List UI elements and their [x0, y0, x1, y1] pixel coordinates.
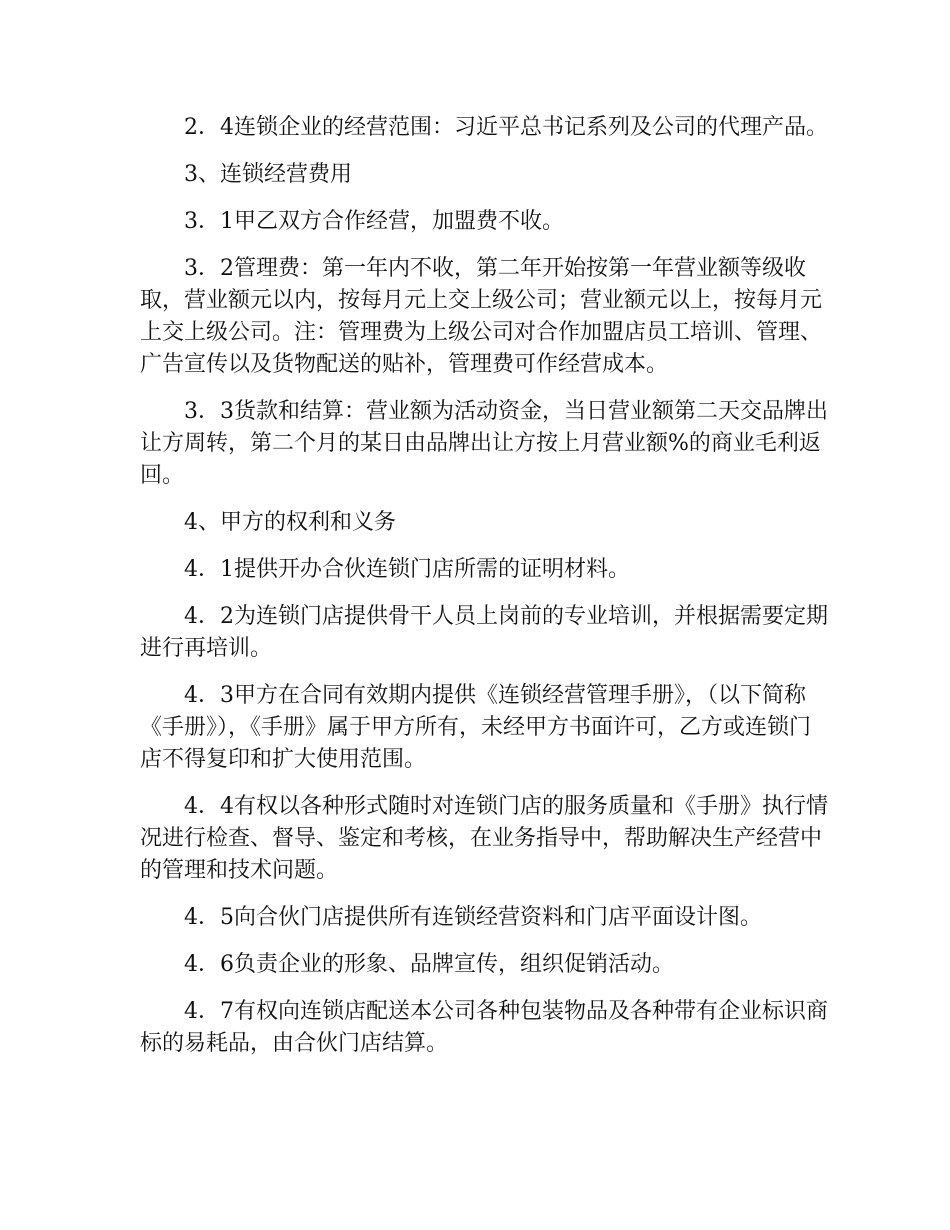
paragraph-3-3: 3．3货款和结算：营业额为活动资金，当日营业额第二天交品牌出让方周转，第二个月的某日由品牌出让方按上月营业额%的商业毛利返回。 [140, 399, 828, 488]
paragraph-4-4: 4．4有权以各种形式随时对连锁门店的服务质量和《手册》执行情况进行检查、督导、鉴定和考核，在业务指导中，帮助解决生产经营中的管理和技术问题。 [140, 794, 828, 883]
paragraph-4-6: 4．6负责企业的形象、品牌宣传，组织促销活动。 [184, 952, 674, 977]
paragraph-4-3: 4．3甲方在合同有效期内提供《连锁经营管理手册》，（以下简称《手册》），《手册》属于甲方所有，未经甲方书面许可，乙方或连锁门店不得复印和扩大使用范围。 [140, 683, 812, 772]
document-body [140, 112, 830, 1060]
paragraph-2-4: 2．4连锁企业的经营范围：习近平总书记系列及公司的代理产品。 [184, 115, 828, 140]
paragraph-4-7: 4．7有权向连锁店配送本公司各种包装物品及各种带有企业标识商标的易耗品，由合伙门店结算。 [140, 999, 828, 1056]
section-heading-3: 3、连锁经营费用 [184, 162, 352, 187]
paragraph-3-2: 3．2管理费：第一年内不收，第二年开始按第一年营业额等级收取，营业额元以内，按每月元上交上级公司；营业额元以上，按每月元上交上级公司。注：管理费为上级公司对合作加盟店员工培训、管理、广告宣传以及货物配送的贴补，管理费可作经营成本。 [140, 256, 823, 377]
paragraph-3-1: 3．1甲乙双方合作经营，加盟费不收。 [184, 209, 564, 234]
paragraph-4-2: 4．2为连锁门店提供骨干人员上岗前的专业培训，并根据需要定期进行再培训。 [140, 604, 828, 661]
paragraph-4-5: 4．5向合伙门店提供所有连锁经营资料和门店平面设计图。 [184, 905, 762, 930]
section-heading-4: 4、甲方的权利和义务 [184, 510, 396, 535]
paragraph-4-1: 4．1提供开办合伙连锁门店所需的证明材料。 [184, 557, 630, 582]
